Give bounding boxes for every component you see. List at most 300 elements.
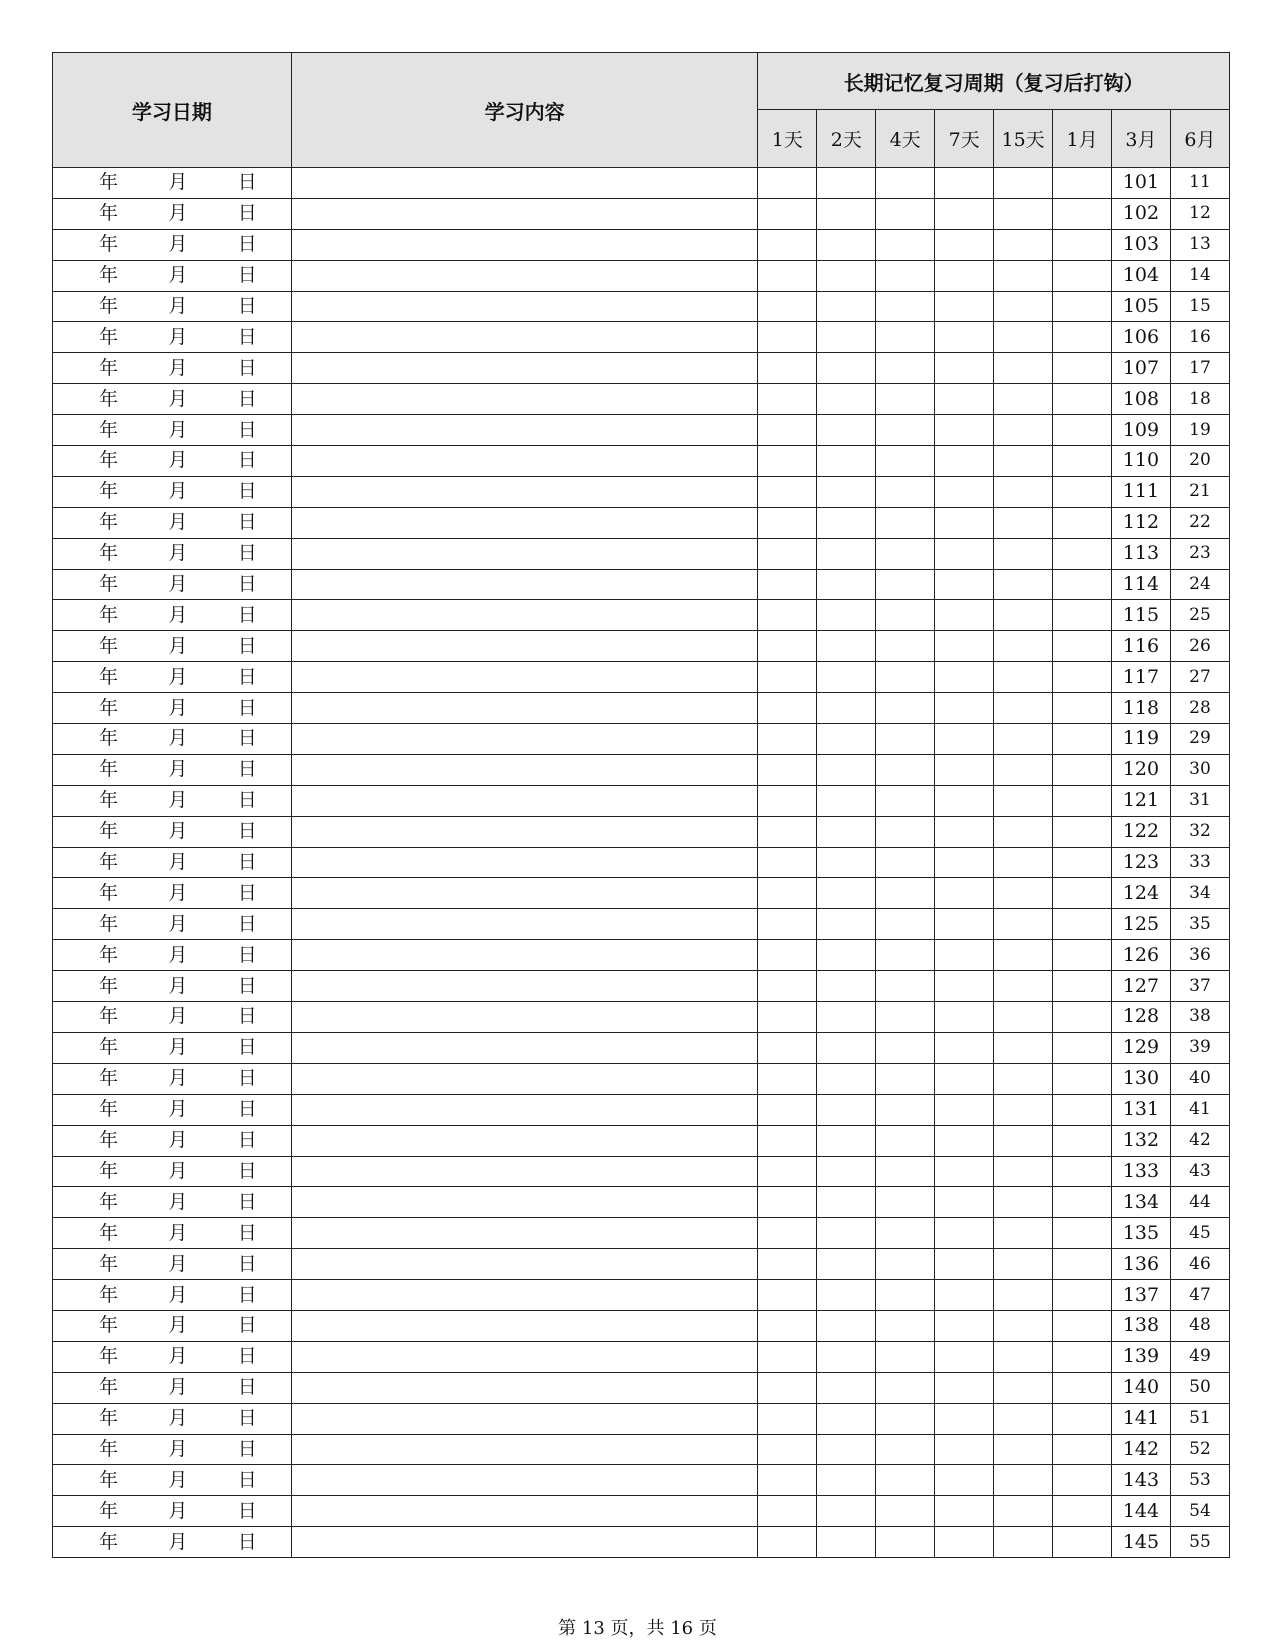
check-1m-cell[interactable] bbox=[1053, 1187, 1112, 1218]
check-7d-cell[interactable] bbox=[935, 1125, 994, 1156]
check-1m-cell[interactable] bbox=[1053, 1125, 1112, 1156]
check-3m-cell[interactable]: 137 bbox=[1112, 1280, 1171, 1311]
content-cell[interactable] bbox=[291, 353, 758, 384]
check-7d-cell[interactable] bbox=[935, 229, 994, 260]
check-15d-cell[interactable] bbox=[994, 1280, 1053, 1311]
check-15d-cell[interactable] bbox=[994, 631, 1053, 662]
check-7d-cell[interactable] bbox=[935, 1094, 994, 1125]
check-1d-cell[interactable] bbox=[758, 816, 817, 847]
check-15d-cell[interactable] bbox=[994, 1156, 1053, 1187]
check-1m-cell[interactable] bbox=[1053, 1094, 1112, 1125]
check-15d-cell[interactable] bbox=[994, 909, 1053, 940]
check-1d-cell[interactable] bbox=[758, 446, 817, 477]
check-4d-cell[interactable] bbox=[876, 1434, 935, 1465]
check-1m-cell[interactable] bbox=[1053, 322, 1112, 353]
check-4d-cell[interactable] bbox=[876, 1156, 935, 1187]
check-1d-cell[interactable] bbox=[758, 1496, 817, 1527]
check-7d-cell[interactable] bbox=[935, 322, 994, 353]
check-2d-cell[interactable] bbox=[817, 1125, 876, 1156]
check-7d-cell[interactable] bbox=[935, 353, 994, 384]
check-15d-cell[interactable] bbox=[994, 693, 1053, 724]
check-4d-cell[interactable] bbox=[876, 229, 935, 260]
check-4d-cell[interactable] bbox=[876, 971, 935, 1002]
date-cell[interactable] bbox=[53, 909, 292, 940]
date-cell[interactable] bbox=[53, 476, 292, 507]
check-1m-cell[interactable] bbox=[1053, 1063, 1112, 1094]
check-1d-cell[interactable] bbox=[758, 1002, 817, 1033]
check-1d-cell[interactable] bbox=[758, 600, 817, 631]
content-cell[interactable] bbox=[291, 446, 758, 477]
content-cell[interactable] bbox=[291, 507, 758, 538]
check-6m-cell[interactable]: 20 bbox=[1170, 446, 1229, 477]
check-3m-cell[interactable]: 114 bbox=[1112, 569, 1171, 600]
content-cell[interactable] bbox=[291, 1280, 758, 1311]
check-4d-cell[interactable] bbox=[876, 1280, 935, 1311]
date-cell[interactable] bbox=[53, 785, 292, 816]
date-cell[interactable] bbox=[53, 1310, 292, 1341]
check-1m-cell[interactable] bbox=[1053, 1002, 1112, 1033]
content-cell[interactable] bbox=[291, 1032, 758, 1063]
check-1d-cell[interactable] bbox=[758, 693, 817, 724]
content-cell[interactable] bbox=[291, 384, 758, 415]
check-1m-cell[interactable] bbox=[1053, 1434, 1112, 1465]
date-cell[interactable] bbox=[53, 1032, 292, 1063]
date-cell[interactable] bbox=[53, 1187, 292, 1218]
check-7d-cell[interactable] bbox=[935, 1341, 994, 1372]
check-1m-cell[interactable] bbox=[1053, 971, 1112, 1002]
check-7d-cell[interactable] bbox=[935, 754, 994, 785]
date-cell[interactable] bbox=[53, 322, 292, 353]
content-cell[interactable] bbox=[291, 909, 758, 940]
check-1m-cell[interactable] bbox=[1053, 1496, 1112, 1527]
date-cell[interactable] bbox=[53, 507, 292, 538]
check-4d-cell[interactable] bbox=[876, 600, 935, 631]
check-1d-cell[interactable] bbox=[758, 291, 817, 322]
check-3m-cell[interactable]: 118 bbox=[1112, 693, 1171, 724]
check-6m-cell[interactable]: 24 bbox=[1170, 569, 1229, 600]
date-cell[interactable] bbox=[53, 384, 292, 415]
check-1m-cell[interactable] bbox=[1053, 878, 1112, 909]
check-2d-cell[interactable] bbox=[817, 291, 876, 322]
date-cell[interactable] bbox=[53, 754, 292, 785]
check-15d-cell[interactable] bbox=[994, 538, 1053, 569]
date-cell[interactable] bbox=[53, 415, 292, 446]
check-7d-cell[interactable] bbox=[935, 940, 994, 971]
content-cell[interactable] bbox=[291, 1372, 758, 1403]
check-15d-cell[interactable] bbox=[994, 476, 1053, 507]
content-cell[interactable] bbox=[291, 1310, 758, 1341]
check-2d-cell[interactable] bbox=[817, 1187, 876, 1218]
check-2d-cell[interactable] bbox=[817, 724, 876, 755]
check-3m-cell[interactable]: 139 bbox=[1112, 1341, 1171, 1372]
check-6m-cell[interactable]: 17 bbox=[1170, 353, 1229, 384]
check-1d-cell[interactable] bbox=[758, 1156, 817, 1187]
check-3m-cell[interactable]: 108 bbox=[1112, 384, 1171, 415]
date-cell[interactable] bbox=[53, 538, 292, 569]
check-3m-cell[interactable]: 113 bbox=[1112, 538, 1171, 569]
date-cell[interactable] bbox=[53, 229, 292, 260]
content-cell[interactable] bbox=[291, 600, 758, 631]
check-6m-cell[interactable]: 38 bbox=[1170, 1002, 1229, 1033]
check-7d-cell[interactable] bbox=[935, 1465, 994, 1496]
content-cell[interactable] bbox=[291, 1249, 758, 1280]
check-7d-cell[interactable] bbox=[935, 1156, 994, 1187]
check-7d-cell[interactable] bbox=[935, 662, 994, 693]
check-1d-cell[interactable] bbox=[758, 1094, 817, 1125]
content-cell[interactable] bbox=[291, 785, 758, 816]
date-cell[interactable] bbox=[53, 1403, 292, 1434]
check-4d-cell[interactable] bbox=[876, 909, 935, 940]
check-2d-cell[interactable] bbox=[817, 229, 876, 260]
check-1m-cell[interactable] bbox=[1053, 353, 1112, 384]
check-1m-cell[interactable] bbox=[1053, 631, 1112, 662]
content-cell[interactable] bbox=[291, 1156, 758, 1187]
date-cell[interactable] bbox=[53, 940, 292, 971]
check-4d-cell[interactable] bbox=[876, 785, 935, 816]
check-3m-cell[interactable]: 128 bbox=[1112, 1002, 1171, 1033]
check-4d-cell[interactable] bbox=[876, 260, 935, 291]
check-4d-cell[interactable] bbox=[876, 1403, 935, 1434]
check-6m-cell[interactable]: 45 bbox=[1170, 1218, 1229, 1249]
check-7d-cell[interactable] bbox=[935, 1496, 994, 1527]
check-4d-cell[interactable] bbox=[876, 754, 935, 785]
check-1m-cell[interactable] bbox=[1053, 940, 1112, 971]
check-3m-cell[interactable]: 125 bbox=[1112, 909, 1171, 940]
check-2d-cell[interactable] bbox=[817, 940, 876, 971]
check-2d-cell[interactable] bbox=[817, 168, 876, 199]
check-1m-cell[interactable] bbox=[1053, 198, 1112, 229]
check-6m-cell[interactable]: 30 bbox=[1170, 754, 1229, 785]
check-6m-cell[interactable]: 49 bbox=[1170, 1341, 1229, 1372]
check-2d-cell[interactable] bbox=[817, 971, 876, 1002]
check-4d-cell[interactable] bbox=[876, 1094, 935, 1125]
check-1d-cell[interactable] bbox=[758, 1403, 817, 1434]
date-cell[interactable] bbox=[53, 446, 292, 477]
check-7d-cell[interactable] bbox=[935, 1063, 994, 1094]
date-cell[interactable] bbox=[53, 260, 292, 291]
content-cell[interactable] bbox=[291, 816, 758, 847]
content-cell[interactable] bbox=[291, 878, 758, 909]
check-1d-cell[interactable] bbox=[758, 1249, 817, 1280]
check-6m-cell[interactable]: 32 bbox=[1170, 816, 1229, 847]
check-1d-cell[interactable] bbox=[758, 1125, 817, 1156]
check-1d-cell[interactable] bbox=[758, 415, 817, 446]
check-1m-cell[interactable] bbox=[1053, 1218, 1112, 1249]
check-2d-cell[interactable] bbox=[817, 1434, 876, 1465]
check-1m-cell[interactable] bbox=[1053, 1249, 1112, 1280]
check-1m-cell[interactable] bbox=[1053, 229, 1112, 260]
check-6m-cell[interactable]: 33 bbox=[1170, 847, 1229, 878]
content-cell[interactable] bbox=[291, 631, 758, 662]
check-3m-cell[interactable]: 110 bbox=[1112, 446, 1171, 477]
check-6m-cell[interactable]: 12 bbox=[1170, 198, 1229, 229]
check-4d-cell[interactable] bbox=[876, 1465, 935, 1496]
check-7d-cell[interactable] bbox=[935, 415, 994, 446]
date-cell[interactable] bbox=[53, 1280, 292, 1311]
check-1m-cell[interactable] bbox=[1053, 724, 1112, 755]
check-7d-cell[interactable] bbox=[935, 1187, 994, 1218]
content-cell[interactable] bbox=[291, 538, 758, 569]
check-2d-cell[interactable] bbox=[817, 1341, 876, 1372]
content-cell[interactable] bbox=[291, 662, 758, 693]
check-4d-cell[interactable] bbox=[876, 1249, 935, 1280]
check-1d-cell[interactable] bbox=[758, 1310, 817, 1341]
check-6m-cell[interactable]: 47 bbox=[1170, 1280, 1229, 1311]
check-6m-cell[interactable]: 28 bbox=[1170, 693, 1229, 724]
check-15d-cell[interactable] bbox=[994, 600, 1053, 631]
check-3m-cell[interactable]: 140 bbox=[1112, 1372, 1171, 1403]
check-2d-cell[interactable] bbox=[817, 1032, 876, 1063]
check-15d-cell[interactable] bbox=[994, 1341, 1053, 1372]
check-1m-cell[interactable] bbox=[1053, 476, 1112, 507]
check-1m-cell[interactable] bbox=[1053, 909, 1112, 940]
date-cell[interactable] bbox=[53, 600, 292, 631]
date-cell[interactable] bbox=[53, 1125, 292, 1156]
check-3m-cell[interactable]: 122 bbox=[1112, 816, 1171, 847]
check-2d-cell[interactable] bbox=[817, 415, 876, 446]
check-6m-cell[interactable]: 25 bbox=[1170, 600, 1229, 631]
check-2d-cell[interactable] bbox=[817, 785, 876, 816]
check-15d-cell[interactable] bbox=[994, 168, 1053, 199]
check-7d-cell[interactable] bbox=[935, 909, 994, 940]
check-3m-cell[interactable]: 141 bbox=[1112, 1403, 1171, 1434]
check-2d-cell[interactable] bbox=[817, 847, 876, 878]
check-3m-cell[interactable]: 109 bbox=[1112, 415, 1171, 446]
check-4d-cell[interactable] bbox=[876, 415, 935, 446]
check-1m-cell[interactable] bbox=[1053, 415, 1112, 446]
date-cell[interactable] bbox=[53, 291, 292, 322]
content-cell[interactable] bbox=[291, 754, 758, 785]
content-cell[interactable] bbox=[291, 476, 758, 507]
check-7d-cell[interactable] bbox=[935, 198, 994, 229]
check-1m-cell[interactable] bbox=[1053, 1372, 1112, 1403]
check-15d-cell[interactable] bbox=[994, 291, 1053, 322]
check-15d-cell[interactable] bbox=[994, 1032, 1053, 1063]
check-15d-cell[interactable] bbox=[994, 1125, 1053, 1156]
check-15d-cell[interactable] bbox=[994, 1094, 1053, 1125]
check-6m-cell[interactable]: 18 bbox=[1170, 384, 1229, 415]
content-cell[interactable] bbox=[291, 168, 758, 199]
check-15d-cell[interactable] bbox=[994, 353, 1053, 384]
check-3m-cell[interactable]: 127 bbox=[1112, 971, 1171, 1002]
check-15d-cell[interactable] bbox=[994, 1249, 1053, 1280]
content-cell[interactable] bbox=[291, 1403, 758, 1434]
check-6m-cell[interactable]: 34 bbox=[1170, 878, 1229, 909]
check-1m-cell[interactable] bbox=[1053, 1341, 1112, 1372]
check-1d-cell[interactable] bbox=[758, 971, 817, 1002]
check-3m-cell[interactable]: 105 bbox=[1112, 291, 1171, 322]
check-7d-cell[interactable] bbox=[935, 384, 994, 415]
check-2d-cell[interactable] bbox=[817, 631, 876, 662]
content-cell[interactable] bbox=[291, 1063, 758, 1094]
check-2d-cell[interactable] bbox=[817, 353, 876, 384]
check-1m-cell[interactable] bbox=[1053, 291, 1112, 322]
check-7d-cell[interactable] bbox=[935, 538, 994, 569]
check-7d-cell[interactable] bbox=[935, 1280, 994, 1311]
check-7d-cell[interactable] bbox=[935, 971, 994, 1002]
date-cell[interactable] bbox=[53, 1434, 292, 1465]
date-cell[interactable] bbox=[53, 353, 292, 384]
check-3m-cell[interactable]: 115 bbox=[1112, 600, 1171, 631]
check-7d-cell[interactable] bbox=[935, 631, 994, 662]
check-6m-cell[interactable]: 40 bbox=[1170, 1063, 1229, 1094]
check-3m-cell[interactable]: 126 bbox=[1112, 940, 1171, 971]
check-1d-cell[interactable] bbox=[758, 785, 817, 816]
check-7d-cell[interactable] bbox=[935, 1002, 994, 1033]
check-4d-cell[interactable] bbox=[876, 1218, 935, 1249]
check-6m-cell[interactable]: 42 bbox=[1170, 1125, 1229, 1156]
check-3m-cell[interactable]: 119 bbox=[1112, 724, 1171, 755]
check-3m-cell[interactable]: 138 bbox=[1112, 1310, 1171, 1341]
date-cell[interactable] bbox=[53, 168, 292, 199]
check-2d-cell[interactable] bbox=[817, 322, 876, 353]
check-15d-cell[interactable] bbox=[994, 1218, 1053, 1249]
content-cell[interactable] bbox=[291, 1527, 758, 1558]
check-3m-cell[interactable]: 136 bbox=[1112, 1249, 1171, 1280]
check-6m-cell[interactable]: 36 bbox=[1170, 940, 1229, 971]
check-2d-cell[interactable] bbox=[817, 909, 876, 940]
date-cell[interactable] bbox=[53, 1094, 292, 1125]
check-1d-cell[interactable] bbox=[758, 168, 817, 199]
check-1d-cell[interactable] bbox=[758, 1063, 817, 1094]
check-6m-cell[interactable]: 54 bbox=[1170, 1496, 1229, 1527]
check-6m-cell[interactable]: 15 bbox=[1170, 291, 1229, 322]
check-6m-cell[interactable]: 27 bbox=[1170, 662, 1229, 693]
check-7d-cell[interactable] bbox=[935, 1249, 994, 1280]
check-7d-cell[interactable] bbox=[935, 878, 994, 909]
check-6m-cell[interactable]: 31 bbox=[1170, 785, 1229, 816]
check-1d-cell[interactable] bbox=[758, 476, 817, 507]
check-1d-cell[interactable] bbox=[758, 1187, 817, 1218]
check-2d-cell[interactable] bbox=[817, 1218, 876, 1249]
check-15d-cell[interactable] bbox=[994, 1403, 1053, 1434]
check-1d-cell[interactable] bbox=[758, 322, 817, 353]
date-cell[interactable] bbox=[53, 847, 292, 878]
date-cell[interactable] bbox=[53, 1341, 292, 1372]
check-1d-cell[interactable] bbox=[758, 229, 817, 260]
check-2d-cell[interactable] bbox=[817, 569, 876, 600]
check-7d-cell[interactable] bbox=[935, 600, 994, 631]
check-15d-cell[interactable] bbox=[994, 1465, 1053, 1496]
check-3m-cell[interactable]: 144 bbox=[1112, 1496, 1171, 1527]
check-3m-cell[interactable]: 132 bbox=[1112, 1125, 1171, 1156]
content-cell[interactable] bbox=[291, 1218, 758, 1249]
date-cell[interactable] bbox=[53, 1002, 292, 1033]
check-1m-cell[interactable] bbox=[1053, 1527, 1112, 1558]
check-15d-cell[interactable] bbox=[994, 1063, 1053, 1094]
check-4d-cell[interactable] bbox=[876, 631, 935, 662]
date-cell[interactable] bbox=[53, 1156, 292, 1187]
check-3m-cell[interactable]: 123 bbox=[1112, 847, 1171, 878]
check-4d-cell[interactable] bbox=[876, 1125, 935, 1156]
check-6m-cell[interactable]: 14 bbox=[1170, 260, 1229, 291]
content-cell[interactable] bbox=[291, 1496, 758, 1527]
content-cell[interactable] bbox=[291, 229, 758, 260]
check-1d-cell[interactable] bbox=[758, 538, 817, 569]
check-7d-cell[interactable] bbox=[935, 446, 994, 477]
check-15d-cell[interactable] bbox=[994, 507, 1053, 538]
check-2d-cell[interactable] bbox=[817, 1249, 876, 1280]
check-6m-cell[interactable]: 23 bbox=[1170, 538, 1229, 569]
check-1d-cell[interactable] bbox=[758, 1527, 817, 1558]
check-1d-cell[interactable] bbox=[758, 507, 817, 538]
check-1m-cell[interactable] bbox=[1053, 1032, 1112, 1063]
date-cell[interactable] bbox=[53, 971, 292, 1002]
check-3m-cell[interactable]: 145 bbox=[1112, 1527, 1171, 1558]
check-3m-cell[interactable]: 102 bbox=[1112, 198, 1171, 229]
check-2d-cell[interactable] bbox=[817, 384, 876, 415]
check-1d-cell[interactable] bbox=[758, 384, 817, 415]
check-4d-cell[interactable] bbox=[876, 198, 935, 229]
check-1m-cell[interactable] bbox=[1053, 538, 1112, 569]
check-7d-cell[interactable] bbox=[935, 1310, 994, 1341]
check-7d-cell[interactable] bbox=[935, 476, 994, 507]
date-cell[interactable] bbox=[53, 1063, 292, 1094]
check-3m-cell[interactable]: 143 bbox=[1112, 1465, 1171, 1496]
check-1m-cell[interactable] bbox=[1053, 507, 1112, 538]
check-6m-cell[interactable]: 50 bbox=[1170, 1372, 1229, 1403]
check-15d-cell[interactable] bbox=[994, 384, 1053, 415]
content-cell[interactable] bbox=[291, 847, 758, 878]
check-6m-cell[interactable]: 35 bbox=[1170, 909, 1229, 940]
check-2d-cell[interactable] bbox=[817, 1156, 876, 1187]
check-4d-cell[interactable] bbox=[876, 168, 935, 199]
check-3m-cell[interactable]: 130 bbox=[1112, 1063, 1171, 1094]
check-6m-cell[interactable]: 26 bbox=[1170, 631, 1229, 662]
check-1d-cell[interactable] bbox=[758, 198, 817, 229]
check-3m-cell[interactable]: 103 bbox=[1112, 229, 1171, 260]
content-cell[interactable] bbox=[291, 1465, 758, 1496]
check-15d-cell[interactable] bbox=[994, 940, 1053, 971]
check-4d-cell[interactable] bbox=[876, 1310, 935, 1341]
check-1d-cell[interactable] bbox=[758, 1218, 817, 1249]
check-6m-cell[interactable]: 44 bbox=[1170, 1187, 1229, 1218]
date-cell[interactable] bbox=[53, 816, 292, 847]
check-1d-cell[interactable] bbox=[758, 754, 817, 785]
check-4d-cell[interactable] bbox=[876, 569, 935, 600]
check-1m-cell[interactable] bbox=[1053, 446, 1112, 477]
content-cell[interactable] bbox=[291, 569, 758, 600]
check-1d-cell[interactable] bbox=[758, 662, 817, 693]
check-4d-cell[interactable] bbox=[876, 291, 935, 322]
check-2d-cell[interactable] bbox=[817, 538, 876, 569]
check-3m-cell[interactable]: 121 bbox=[1112, 785, 1171, 816]
check-4d-cell[interactable] bbox=[876, 1187, 935, 1218]
check-6m-cell[interactable]: 21 bbox=[1170, 476, 1229, 507]
check-2d-cell[interactable] bbox=[817, 1372, 876, 1403]
check-7d-cell[interactable] bbox=[935, 1218, 994, 1249]
check-1d-cell[interactable] bbox=[758, 1434, 817, 1465]
check-2d-cell[interactable] bbox=[817, 693, 876, 724]
check-1d-cell[interactable] bbox=[758, 909, 817, 940]
check-15d-cell[interactable] bbox=[994, 816, 1053, 847]
check-3m-cell[interactable]: 124 bbox=[1112, 878, 1171, 909]
check-7d-cell[interactable] bbox=[935, 168, 994, 199]
check-6m-cell[interactable]: 19 bbox=[1170, 415, 1229, 446]
check-1d-cell[interactable] bbox=[758, 1372, 817, 1403]
check-7d-cell[interactable] bbox=[935, 260, 994, 291]
check-1m-cell[interactable] bbox=[1053, 260, 1112, 291]
check-7d-cell[interactable] bbox=[935, 1032, 994, 1063]
check-6m-cell[interactable]: 22 bbox=[1170, 507, 1229, 538]
check-15d-cell[interactable] bbox=[994, 1187, 1053, 1218]
check-6m-cell[interactable]: 53 bbox=[1170, 1465, 1229, 1496]
check-2d-cell[interactable] bbox=[817, 754, 876, 785]
date-cell[interactable] bbox=[53, 569, 292, 600]
check-1d-cell[interactable] bbox=[758, 1465, 817, 1496]
check-4d-cell[interactable] bbox=[876, 693, 935, 724]
date-cell[interactable] bbox=[53, 1372, 292, 1403]
